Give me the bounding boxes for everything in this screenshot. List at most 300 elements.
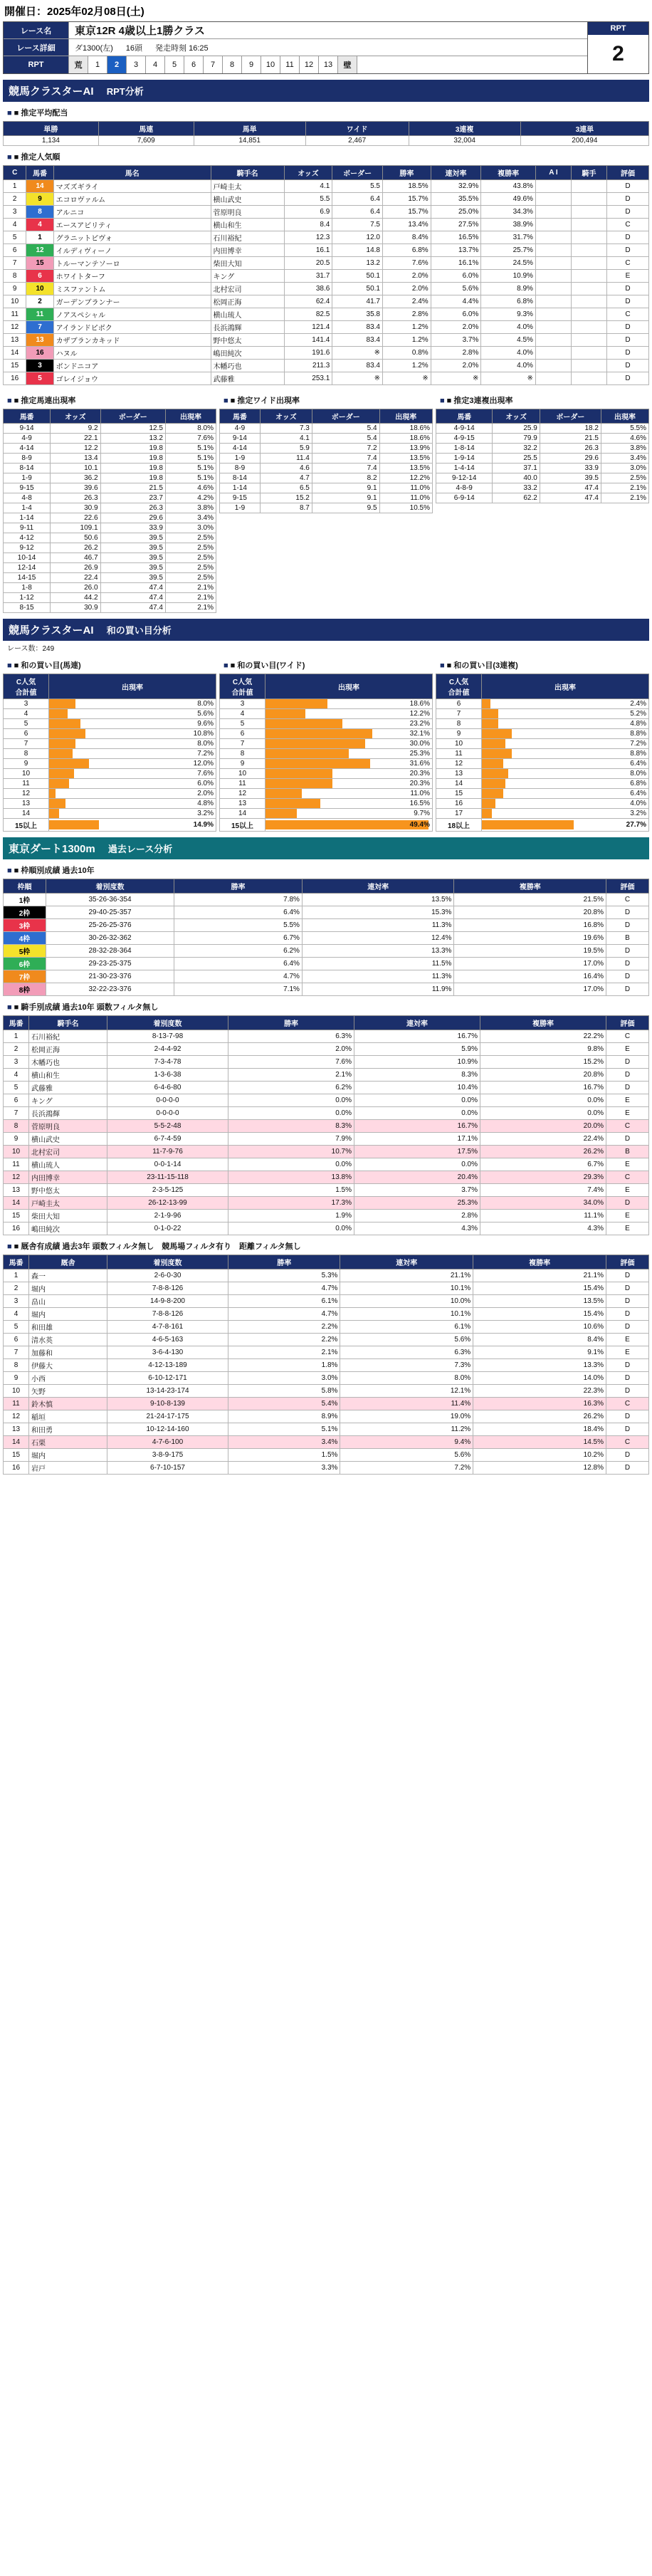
table-cell: C <box>606 894 649 906</box>
table-cell: 46.7 <box>51 553 100 563</box>
table-cell: 鈴木慎 <box>29 1398 107 1410</box>
col-header: 出現率 <box>379 409 432 424</box>
table-row <box>4 424 216 434</box>
table-row <box>4 1133 649 1146</box>
table-cell: 9-14 <box>220 434 261 444</box>
kaime-rate: 2.0% <box>49 789 216 799</box>
table-cell: 14,851 <box>194 136 305 146</box>
table-row <box>4 983 649 996</box>
table-cell: 39.6 <box>51 483 100 493</box>
table-cell <box>571 244 606 257</box>
col-header: オッズ <box>493 409 540 424</box>
table-cell <box>571 372 606 385</box>
kaime-key: 13 <box>220 799 265 809</box>
table-row <box>4 1082 649 1094</box>
table-cell: 7,609 <box>98 136 194 146</box>
table-cell: D <box>606 1410 649 1423</box>
col-header: オッズ <box>284 166 332 180</box>
table-cell <box>535 360 571 372</box>
rpt-cell-壁[interactable]: 壁 <box>338 56 357 73</box>
table-cell: 10.1 <box>51 464 100 473</box>
col-header: C人気 合計値 <box>220 674 265 699</box>
table-cell: 14-15 <box>4 573 51 583</box>
table-cell: C <box>606 1030 649 1043</box>
race-name-label: レース名 <box>4 22 69 38</box>
table-row <box>4 513 216 523</box>
table-cell: 6-4-6-80 <box>107 1082 228 1094</box>
table-cell: ホワイトターフ <box>53 270 211 283</box>
col-header: C人気 合計値 <box>436 674 482 699</box>
table-row <box>4 136 649 146</box>
table-cell: 4-6-5-163 <box>107 1334 228 1346</box>
table-cell: 9.3% <box>481 308 536 321</box>
table-cell: D <box>606 1462 649 1475</box>
table-cell <box>571 193 606 206</box>
table-cell: 0.0% <box>228 1107 354 1120</box>
table-cell: 4 <box>26 219 53 231</box>
table-cell: 1-9 <box>220 503 261 513</box>
table-cell: 13-14-23-174 <box>107 1385 228 1398</box>
sanrenpuku-rate-table <box>436 409 649 503</box>
table-cell: 43.8% <box>481 180 536 193</box>
table-cell: 5.4 <box>312 424 379 434</box>
kaime-rate: 6.0% <box>49 779 216 789</box>
kaime-rate: 5.2% <box>482 709 649 719</box>
table-cell: 戸崎圭太 <box>211 180 284 193</box>
table-cell: 9-11 <box>4 523 51 533</box>
table-cell: 47.4 <box>540 483 601 493</box>
rpt-cell-6[interactable]: 6 <box>184 56 204 73</box>
table-cell: 稲垣 <box>29 1410 107 1423</box>
table-row <box>4 573 216 583</box>
rpt-cell-4[interactable]: 4 <box>146 56 165 73</box>
table-cell: 2 <box>26 295 53 308</box>
table-cell <box>571 334 606 347</box>
table-cell: D <box>606 1295 649 1308</box>
table-cell: 内田博幸 <box>211 244 284 257</box>
table-cell: 39.5 <box>100 543 165 553</box>
table-row <box>4 244 649 257</box>
table-cell: 15.2% <box>480 1056 606 1069</box>
table-row <box>4 1171 649 1184</box>
estimated-popularity-table <box>3 165 649 385</box>
col-header: 馬番 <box>4 1255 29 1269</box>
table-cell: 10 <box>4 1146 29 1158</box>
table-cell: 2-4-4-92 <box>107 1043 228 1056</box>
rpt-cell-2[interactable]: 2 <box>107 56 127 73</box>
table-cell: E <box>606 1107 649 1120</box>
table-cell: 16.1 <box>284 244 332 257</box>
table-cell: 7 <box>4 257 26 270</box>
table-cell: ※ <box>332 372 383 385</box>
table-cell: D <box>607 193 649 206</box>
table-cell: 6.7% <box>174 932 303 945</box>
rpt-cell-5[interactable]: 5 <box>165 56 184 73</box>
table-cell: 2.0% <box>382 270 431 283</box>
table-cell: 27.5% <box>431 219 481 231</box>
col-header: 馬番 <box>26 166 53 180</box>
table-cell: 29.3% <box>480 1171 606 1184</box>
kaime-key: 17 <box>436 809 482 819</box>
table-cell: 2.1% <box>165 593 216 603</box>
table-cell: 8.3% <box>354 1069 480 1082</box>
table-cell: 2枠 <box>4 906 46 919</box>
table-cell: D <box>607 360 649 372</box>
rpt-cell-7[interactable]: 7 <box>204 56 223 73</box>
table-row <box>4 789 216 799</box>
kaime-key: 12 <box>436 759 482 769</box>
table-row <box>436 799 649 809</box>
table-cell: 7.2 <box>312 444 379 454</box>
table-cell: 25-26-25-376 <box>46 919 174 932</box>
table-cell <box>535 270 571 283</box>
table-cell: 14.8 <box>332 244 383 257</box>
kaime-sanrenpuku-head: ■ ■ 和の買い目(3連複) <box>436 657 646 672</box>
col-header: 枠順 <box>4 879 46 894</box>
table-row <box>4 295 649 308</box>
rpt-cell-9[interactable]: 9 <box>242 56 261 73</box>
table-cell: 北村宏司 <box>211 283 284 295</box>
table-cell: ハヌル <box>53 347 211 360</box>
table-row <box>4 1197 649 1210</box>
table-cell: 13.2 <box>332 257 383 270</box>
kaime-key: 14 <box>4 809 49 819</box>
kaime-key: 12 <box>4 789 49 799</box>
table-cell <box>535 193 571 206</box>
table-cell: 13.9% <box>379 444 432 454</box>
table-cell: 21.5 <box>100 483 165 493</box>
table-row <box>436 424 649 434</box>
table-cell: 4.7% <box>174 970 303 983</box>
table-cell: 4.4% <box>431 295 481 308</box>
table-cell: カザブランカキッド <box>53 334 211 347</box>
table-cell: 4.6 <box>260 464 312 473</box>
table-cell: 5.6% <box>340 1334 473 1346</box>
table-cell: 14.5% <box>473 1436 606 1449</box>
table-cell: 0.0% <box>228 1094 354 1107</box>
kaime-tables <box>3 654 649 832</box>
kaime-key: 10 <box>4 769 49 779</box>
table-row <box>4 894 649 906</box>
table-cell: 40.0 <box>493 473 540 483</box>
table-cell: 4 <box>4 1069 29 1082</box>
table-cell: 1.2% <box>382 321 431 334</box>
table-cell: 13.5% <box>473 1295 606 1308</box>
table-cell: 2.5% <box>165 563 216 573</box>
table-row <box>436 493 649 503</box>
table-cell: 3.0% <box>228 1372 340 1385</box>
col-header: 評価 <box>606 879 649 894</box>
table-cell: 4枠 <box>4 932 46 945</box>
table-cell: 0.0% <box>354 1094 480 1107</box>
race-name-row <box>4 22 587 39</box>
table-cell: 16.7% <box>354 1120 480 1133</box>
table-cell: 6枠 <box>4 958 46 970</box>
col-header: C <box>4 166 26 180</box>
table-cell: 6 <box>4 1334 29 1346</box>
table-cell: 4 <box>4 1308 29 1321</box>
table-cell: 2.0% <box>228 1043 354 1056</box>
table-cell: 3枠 <box>4 919 46 932</box>
table-cell: 1-12 <box>4 593 51 603</box>
table-cell: 13.5% <box>379 464 432 473</box>
table-cell: 7.3% <box>340 1359 473 1372</box>
table-cell: 7.6% <box>228 1056 354 1069</box>
table-row <box>220 779 433 789</box>
table-cell: 4.1 <box>260 434 312 444</box>
table-cell: 15 <box>26 257 53 270</box>
table-cell: 8 <box>4 1359 29 1372</box>
table-cell: 6 <box>26 270 53 283</box>
table-cell: 5.1% <box>165 473 216 483</box>
table-cell <box>535 334 571 347</box>
kaime-rate: 8.0% <box>49 699 216 709</box>
table-cell: 長浜鴻輝 <box>29 1107 107 1120</box>
table-cell: 13.5% <box>379 454 432 464</box>
table-cell <box>535 295 571 308</box>
table-cell: 8.9% <box>228 1410 340 1423</box>
haito-head: ■ ■ 推定平均配当 <box>3 105 649 120</box>
table-cell: 1-8 <box>4 583 51 593</box>
section-rpt-title: 競馬クラスターAI <box>9 85 94 98</box>
table-cell: 20.8% <box>454 906 606 919</box>
rpt-cell-11[interactable]: 11 <box>280 56 300 73</box>
table-cell: 2.0% <box>382 283 431 295</box>
table-cell: 16.5% <box>431 231 481 244</box>
table-cell: 10.9% <box>354 1056 480 1069</box>
kaime-rate: 4.0% <box>482 799 649 809</box>
table-cell: エコロヴァルム <box>53 193 211 206</box>
race-name-value: 東京12R 4歳以上1勝クラス <box>75 25 205 37</box>
table-cell: 5.5% <box>174 919 303 932</box>
table-cell: D <box>607 295 649 308</box>
rpt-cell-13[interactable]: 13 <box>319 56 338 73</box>
col-header: 馬番 <box>4 409 51 424</box>
table-cell: 戸崎圭太 <box>29 1197 107 1210</box>
table-row <box>4 193 649 206</box>
table-cell: 7 <box>4 1107 29 1120</box>
table-cell <box>571 231 606 244</box>
table-cell: 北村宏司 <box>29 1146 107 1158</box>
table-cell: 22.4 <box>51 573 100 583</box>
table-cell: 20.0% <box>480 1120 606 1133</box>
table-cell: 19.8 <box>100 444 165 454</box>
table-cell: 30.9 <box>51 603 100 613</box>
table-cell: 1枠 <box>4 894 46 906</box>
table-cell: 11.0% <box>379 483 432 493</box>
table-cell: 26.0 <box>51 583 100 593</box>
table-row <box>4 1030 649 1043</box>
table-cell: 1-9 <box>220 454 261 464</box>
rpt-cell-10[interactable]: 10 <box>261 56 280 73</box>
table-cell: E <box>606 1346 649 1359</box>
table-cell: 7-8-8-126 <box>107 1282 228 1295</box>
table-cell: 47.4 <box>100 603 165 613</box>
kaime-key: 8 <box>4 749 49 759</box>
table-cell: 5.4% <box>228 1398 340 1410</box>
table-cell: ※ <box>481 372 536 385</box>
table-cell: 2.1% <box>165 583 216 593</box>
rpt-cell-3[interactable]: 3 <box>127 56 146 73</box>
table-cell: 4.2% <box>165 493 216 503</box>
table-cell: D <box>606 919 649 932</box>
table-cell: ※ <box>431 372 481 385</box>
kaime-key: 13 <box>436 769 482 779</box>
table-cell: 8.4 <box>284 219 332 231</box>
table-cell: 17.0% <box>454 983 606 996</box>
table-cell: 4.3% <box>354 1222 480 1235</box>
kaime-rate: 6.8% <box>482 779 649 789</box>
table-cell: 横山和生 <box>29 1069 107 1082</box>
table-cell: D <box>606 983 649 996</box>
rpt-cell-1[interactable]: 1 <box>88 56 107 73</box>
table-cell: 横山琉人 <box>211 308 284 321</box>
table-cell: 10.7% <box>228 1146 354 1158</box>
table-row <box>4 308 649 321</box>
table-cell: C <box>606 1171 649 1184</box>
table-cell: 9.2 <box>51 424 100 434</box>
kaime-key: 6 <box>436 699 482 709</box>
table-row <box>4 454 216 464</box>
table-row <box>220 454 433 464</box>
col-header: 着別度数 <box>107 1255 228 1269</box>
table-row <box>220 769 433 779</box>
table-cell: 13.2 <box>100 434 165 444</box>
rpt-cell-荒[interactable]: 荒 <box>69 56 88 73</box>
table-cell: 22.3% <box>473 1385 606 1398</box>
table-cell: D <box>606 1133 649 1146</box>
table-cell: 16.7% <box>354 1030 480 1043</box>
race-detail-label: レース詳細 <box>4 39 69 56</box>
col-header: 出現率 <box>49 674 216 699</box>
table-cell: 39.5 <box>100 563 165 573</box>
table-cell: 8 <box>4 270 26 283</box>
table-cell: 83.4 <box>332 360 383 372</box>
table-cell: 7-3-4-78 <box>107 1056 228 1069</box>
table-cell: 9-15 <box>4 483 51 493</box>
col-header: 出現率 <box>265 674 433 699</box>
table-row <box>436 779 649 789</box>
table-cell: 石川裕紀 <box>29 1030 107 1043</box>
table-cell: 9 <box>4 1372 29 1385</box>
table-cell: グラニットピヴォ <box>53 231 211 244</box>
kaime-key: 5 <box>220 719 265 729</box>
table-cell: 野中悠太 <box>29 1184 107 1197</box>
table-row <box>4 1282 649 1295</box>
table-cell: 13 <box>4 1184 29 1197</box>
table-cell: 49.6% <box>481 193 536 206</box>
table-cell: 14.0% <box>473 1372 606 1385</box>
table-cell: 32-22-23-376 <box>46 983 174 996</box>
kaime-rate: 30.0% <box>265 739 433 749</box>
kaime-key: 16 <box>436 799 482 809</box>
table-cell: 5.9 <box>260 444 312 454</box>
table-cell <box>535 180 571 193</box>
table-cell: D <box>606 1385 649 1398</box>
table-cell: 5.4 <box>312 434 379 444</box>
rpt-cell-12[interactable]: 12 <box>300 56 319 73</box>
table-cell: D <box>606 958 649 970</box>
table-cell: 4-9-15 <box>436 434 493 444</box>
table-row <box>4 257 649 270</box>
table-cell: 13 <box>4 1423 29 1436</box>
table-cell: 1-14 <box>220 483 261 493</box>
table-cell: 12.4% <box>302 932 454 945</box>
table-cell: D <box>606 1069 649 1082</box>
table-cell <box>535 347 571 360</box>
col-header: A I <box>535 166 571 180</box>
table-cell: 8.4% <box>473 1334 606 1346</box>
table-cell: 33.9 <box>100 523 165 533</box>
col-header: 連対率 <box>431 166 481 180</box>
table-cell: 2,467 <box>305 136 409 146</box>
table-cell: 50.1 <box>332 270 383 283</box>
table-cell: D <box>606 1321 649 1334</box>
table-cell: ミスファントム <box>53 283 211 295</box>
table-row <box>4 1222 649 1235</box>
table-cell: 2.8% <box>354 1210 480 1222</box>
table-cell: 18.6% <box>379 434 432 444</box>
table-cell: 横山武史 <box>211 193 284 206</box>
rpt-scale <box>69 56 357 73</box>
table-cell: 31.7 <box>284 270 332 283</box>
table-cell: 5 <box>4 1082 29 1094</box>
table-cell: 14 <box>26 180 53 193</box>
table-cell: 4.6% <box>165 483 216 493</box>
col-header: オッズ <box>51 409 100 424</box>
table-cell: 109.1 <box>51 523 100 533</box>
table-row <box>4 219 649 231</box>
table-cell: 2.1% <box>165 603 216 613</box>
table-cell: 6.8% <box>481 295 536 308</box>
kaime-key: 11 <box>4 779 49 789</box>
table-cell: 29.6 <box>540 454 601 464</box>
table-cell: D <box>606 1197 649 1210</box>
kaime-key: 7 <box>220 739 265 749</box>
table-cell: 16 <box>4 1222 29 1235</box>
table-cell: 26.2% <box>480 1146 606 1158</box>
table-cell: トルーマンテソーロ <box>53 257 211 270</box>
table-cell: 21-24-17-175 <box>107 1410 228 1423</box>
table-cell <box>571 257 606 270</box>
table-cell: 5 <box>26 372 53 385</box>
table-row <box>220 473 433 483</box>
table-row <box>4 1308 649 1321</box>
rpt-box <box>587 22 648 73</box>
table-row <box>436 473 649 483</box>
table-cell: 6-9-14 <box>436 493 493 503</box>
table-cell: 16.8% <box>454 919 606 932</box>
table-row <box>4 1423 649 1436</box>
table-row <box>4 1269 649 1282</box>
table-cell: 3-8-9-175 <box>107 1449 228 1462</box>
col-header: 連対率 <box>302 879 454 894</box>
table-cell: 11.3% <box>302 919 454 932</box>
table-cell: 24.5% <box>481 257 536 270</box>
rpt-cell-8[interactable]: 8 <box>223 56 242 73</box>
table-cell: 35-26-36-354 <box>46 894 174 906</box>
jockey-head: ■ ■ 騎手別成績 過去10年 頭数フィルタ無し <box>3 999 649 1014</box>
table-cell: 武藤雅 <box>29 1082 107 1094</box>
table-cell: ボンドニコア <box>53 360 211 372</box>
table-row <box>4 283 649 295</box>
table-cell: 6.8% <box>382 244 431 257</box>
table-cell: 19.8 <box>100 454 165 464</box>
kaime-rate: 49.4% <box>265 819 433 832</box>
table-cell: 0.0% <box>480 1107 606 1120</box>
table-row <box>220 799 433 809</box>
table-row <box>4 444 216 454</box>
